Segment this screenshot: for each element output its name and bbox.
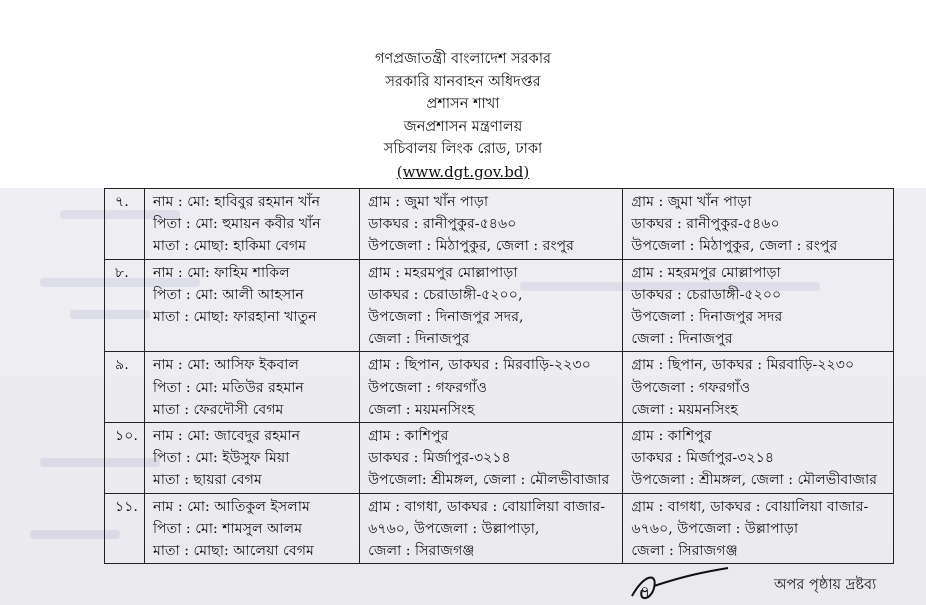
table-row [105, 352, 894, 423]
present-address-line: ডাকঘর : রানীপুকুর-৫৪৬০ [368, 216, 517, 233]
serial-number: ১০. [105, 423, 145, 494]
present-address-line: গ্রাম : কাশিপুর [368, 428, 449, 445]
header-website-link[interactable]: (www.dgt.gov.bd) [396, 162, 530, 181]
candidate-name: নাম : মো: আতিকুল ইসলাম [152, 498, 310, 515]
candidate-names-cell [144, 423, 359, 494]
candidate-names-cell [144, 189, 359, 260]
permanent-address-line: জেলা : ময়মনসিংহ [631, 401, 738, 418]
mother-name: মাতা : মোছা: হাকিমা বেগম [152, 238, 307, 255]
table-row [105, 189, 894, 260]
present-address-line: উপজেলা: শ্রীমঙ্গল, জেলা : মৌলভীবাজার [368, 472, 610, 489]
present-address-line: জেলা : সিরাজগঞ্জ [368, 543, 475, 560]
father-name: পিতা : মো: ইউসুফ মিয়া [152, 450, 290, 467]
permanent-address-cell [623, 493, 894, 564]
permanent-address-cell [623, 259, 894, 352]
permanent-address-line: গ্রাম : জুমা খাঁন পাড়া [631, 194, 752, 210]
mother-name: মাতা : ছায়রা বেগম [152, 472, 262, 489]
permanent-address-line: গ্রাম : ছিপান, ডাকঘর : মিরবাড়ি-২২৩০ [631, 357, 855, 374]
candidate-names-cell [144, 259, 359, 352]
serial-number: ৭. [105, 189, 145, 260]
present-address-cell [360, 493, 623, 564]
permanent-address-cell [623, 352, 894, 423]
present-address-cell [360, 352, 623, 423]
serial-number: ১১. [105, 493, 145, 564]
permanent-address-line: ৬৭৬০, উপজেলা : উল্লাপাড়া [631, 520, 799, 537]
see-next-page-note: অপর পৃষ্ঠায় দ্রষ্টব্য [774, 577, 877, 593]
mother-name: মাতা : মোছা: আলেয়া বেগম [152, 543, 314, 560]
candidate-table [104, 188, 894, 564]
present-address-line: উপজেলা : মিঠাপুকুর, জেলা : রংপুর [368, 238, 574, 255]
header-branch: প্রশাসন শাখা [426, 96, 500, 112]
header-ministry: জনপ্রশাসন মন্ত্রণালয় [403, 118, 523, 135]
permanent-address-line: ডাকঘর : রানীপুকুর-৫৪৬০ [631, 216, 780, 233]
table-row [105, 493, 894, 564]
candidate-names-cell [144, 493, 359, 564]
permanent-address-line: ডাকঘর : চেরাডাঙ্গী-৫২০০ [631, 286, 782, 303]
table-row [105, 259, 894, 352]
document-header [263, 48, 663, 183]
present-address-line: ডাকঘর : মির্জাপুর-৩২১৪ [368, 450, 511, 467]
permanent-address-line: জেলা : সিরাজগঞ্জ [631, 543, 738, 560]
present-address-line: জেলা : দিনাজপুর [368, 331, 470, 348]
table-row [105, 423, 894, 494]
present-address-line: ডাকঘর : চেরাডাঙ্গী-৫২০০, [368, 286, 523, 303]
candidate-name: নাম : মো: হাবিবুর রহমান খাঁন [152, 194, 321, 210]
present-address-line: গ্রাম : মহরমপুর মোল্লাপাড়া [368, 264, 518, 281]
father-name: পিতা : মো: আলী আহসান [152, 286, 304, 303]
permanent-address-cell [623, 189, 894, 260]
permanent-address-line: গ্রাম : কাশিপুর [631, 428, 712, 445]
candidate-names-cell [144, 352, 359, 423]
permanent-address-line: গ্রাম : বাগধা, ডাকঘর : বোয়ালিয়া বাজার- [631, 498, 869, 515]
serial-number: ৮. [105, 259, 145, 352]
present-address-line: উপজেলা : দিনাজপুর সদর, [368, 309, 524, 326]
header-government: গণপ্রজাতন্ত্রী বাংলাদেশ সরকার [374, 51, 551, 67]
present-address-line: উপজেলা : গফরগাঁও [368, 379, 488, 396]
candidate-name: নাম : মো: জাবেদুর রহমান [152, 428, 301, 445]
header-department: সরকারি যানবাহন অধিদপ্তর [385, 73, 541, 90]
serial-number: ৯. [105, 352, 145, 423]
father-name: পিতা : মো: মতিউর রহমান [152, 379, 304, 396]
mother-name: মাতা : মোছা: ফারহানা খাতুন [152, 309, 317, 326]
permanent-address-cell [623, 423, 894, 494]
present-address-cell [360, 423, 623, 494]
present-address-line: গ্রাম : ছিপান, ডাকঘর : মিরবাড়ি-২২৩০ [368, 357, 591, 374]
present-address-line: গ্রাম : জুমা খাঁন পাড়া [368, 194, 489, 210]
present-address-line: ৬৭৬০, উপজেলা : উল্লাপাড়া, [368, 520, 540, 537]
permanent-address-line: উপজেলা : মিঠাপুকুর, জেলা : রংপুর [631, 238, 838, 255]
permanent-address-line: উপজেলা : দিনাজপুর সদর [631, 309, 783, 326]
present-address-line: গ্রাম : বাগধা, ডাকঘর : বোয়ালিয়া বাজার- [368, 498, 606, 515]
candidate-name: নাম : মো: আসিফ ইকবাল [152, 357, 299, 374]
signature-mark [624, 566, 734, 604]
permanent-address-line: গ্রাম : মহরমপুর মোল্লাপাড়া [631, 264, 781, 281]
permanent-address-line: উপজেলা : শ্রীমঙ্গল, জেলা : মৌলভীবাজার [631, 472, 878, 489]
permanent-address-line: জেলা : দিনাজপুর [631, 331, 733, 348]
candidate-name: নাম : মো: ফাহিম শাকিল [152, 264, 290, 281]
header-address: সচিবালয় লিংক রোড, ঢাকা [383, 141, 543, 157]
father-name: পিতা : মো: শামসুল আলম [152, 520, 303, 537]
mother-name: মাতা : ফেরদৌসী বেগম [152, 401, 284, 418]
permanent-address-line: উপজেলা : গফরগাঁও [631, 379, 751, 396]
father-name: পিতা : মো: হুমায়ন কবীর খাঁন [152, 216, 321, 233]
signature-numeral: ৭ [640, 582, 652, 603]
present-address-cell [360, 259, 623, 352]
present-address-cell [360, 189, 623, 260]
present-address-line: জেলা : ময়মনসিংহ [368, 401, 475, 418]
permanent-address-line: ডাকঘর : মির্জাপুর-৩২১৪ [631, 450, 775, 467]
